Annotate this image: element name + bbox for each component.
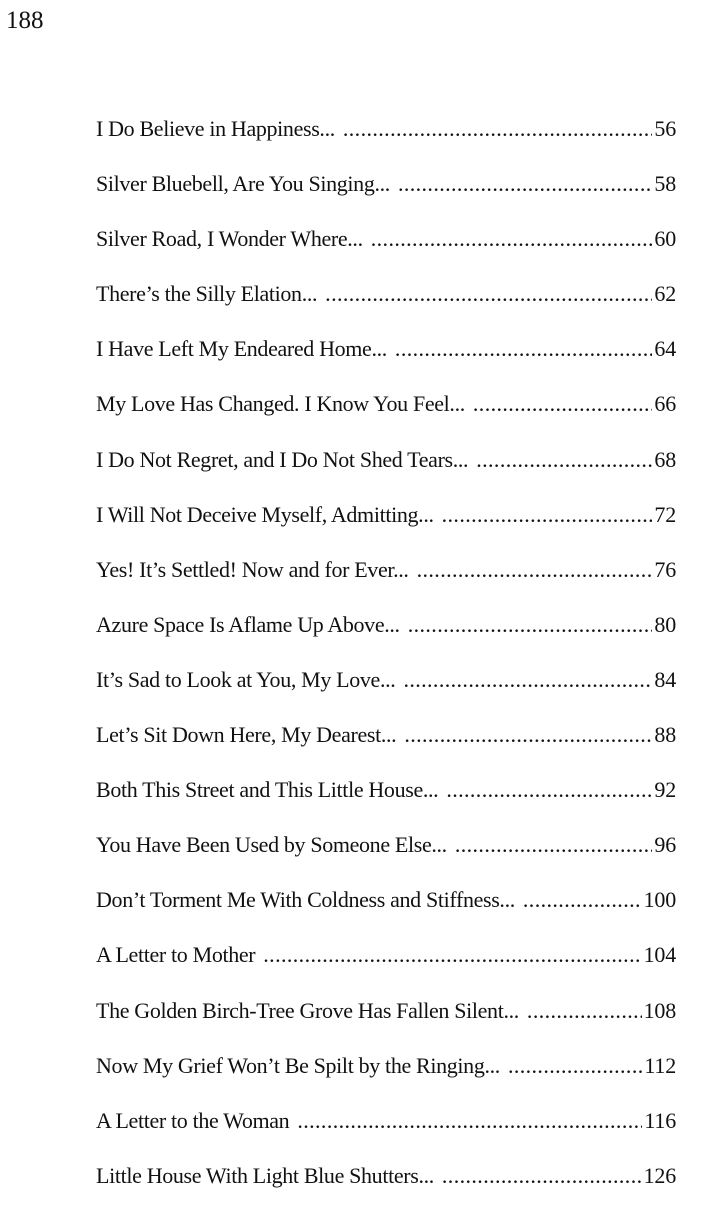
toc-entry bbox=[96, 768, 676, 823]
toc-entry bbox=[96, 823, 676, 878]
toc-leader-dots bbox=[508, 1044, 642, 1088]
toc-entry bbox=[96, 327, 676, 382]
toc-entry bbox=[96, 603, 676, 658]
toc-entry-title: Silver Bluebell, Are You Singing... bbox=[96, 171, 390, 197]
toc-leader-dots bbox=[398, 162, 652, 206]
toc-leader-dots bbox=[371, 217, 653, 261]
toc-entry bbox=[96, 162, 676, 217]
toc-entry-title: A Letter to Mother bbox=[96, 942, 256, 968]
toc-entry-page: 72 bbox=[654, 501, 676, 527]
toc-entry-title: I Do Believe in Happiness... bbox=[96, 116, 335, 141]
toc-entry-page: 126 bbox=[643, 1162, 676, 1188]
toc-leader-dots bbox=[442, 1154, 642, 1198]
toc-entry-title: I Have Left My Endeared Home... bbox=[96, 336, 387, 362]
toc-entry-page: 100 bbox=[643, 887, 676, 913]
toc-leader-dots bbox=[403, 658, 652, 702]
toc-leader-dots bbox=[325, 272, 652, 316]
toc-entry bbox=[96, 933, 676, 988]
toc-entry bbox=[96, 107, 676, 162]
toc-entry bbox=[96, 382, 676, 437]
toc-entry bbox=[96, 217, 676, 272]
toc-entry-title: Silver Road, I Wonder Where... bbox=[96, 226, 363, 252]
toc-entry-page: 92 bbox=[654, 777, 676, 803]
toc-entry-title: There’s the Silly Elation... bbox=[96, 281, 318, 307]
toc-entry-page: 112 bbox=[644, 1052, 676, 1078]
toc-entry bbox=[96, 1099, 676, 1154]
toc-entry-title: Don’t Torment Me With Coldness and Stiffness... bbox=[96, 887, 515, 913]
toc-entry bbox=[96, 658, 676, 713]
toc-entry-page: 104 bbox=[643, 942, 676, 968]
toc-entry-page: 76 bbox=[654, 556, 676, 582]
toc-entry-title: Let’s Sit Down Here, My Dearest... bbox=[96, 722, 397, 748]
toc-entry-page: 58 bbox=[654, 171, 676, 197]
toc-leader-dots bbox=[297, 1099, 642, 1143]
toc-entry-page: 116 bbox=[644, 1107, 676, 1133]
toc-entry-page: 68 bbox=[654, 446, 676, 472]
toc-leader-dots bbox=[527, 989, 642, 1033]
toc-entry-page: 108 bbox=[643, 997, 676, 1023]
toc-entry-page: 84 bbox=[654, 666, 676, 692]
toc-entry-title: Yes! It’s Settled! Now and for Ever... bbox=[96, 556, 409, 582]
toc-entry-title: You Have Been Used by Someone Else... bbox=[96, 832, 447, 858]
toc-entry bbox=[96, 438, 676, 493]
toc-entry-page: 88 bbox=[654, 722, 676, 748]
table-of-contents bbox=[96, 107, 676, 1209]
toc-leader-dots bbox=[476, 438, 652, 482]
toc-leader-dots bbox=[417, 548, 653, 592]
page-number: 188 bbox=[6, 7, 44, 34]
toc-entry bbox=[96, 1154, 676, 1209]
toc-entry-page: 66 bbox=[654, 391, 676, 417]
toc-entry-title: It’s Sad to Look at You, My Love... bbox=[96, 666, 396, 692]
toc-entry-title: Little House With Light Blue Shutters... bbox=[96, 1162, 434, 1188]
toc-leader-dots bbox=[263, 933, 641, 977]
toc-entry-title: I Will Not Deceive Myself, Admitting... bbox=[96, 501, 434, 527]
toc-entry bbox=[96, 493, 676, 548]
toc-entry bbox=[96, 713, 676, 768]
toc-entry-title: I Do Not Regret, and I Do Not Shed Tears... bbox=[96, 446, 469, 472]
toc-entry bbox=[96, 272, 676, 327]
toc-entry bbox=[96, 548, 676, 603]
toc-entry-page: 64 bbox=[654, 336, 676, 362]
toc-leader-dots bbox=[446, 768, 652, 812]
toc-leader-dots bbox=[473, 382, 653, 426]
toc-entry-title: A Letter to the Woman bbox=[96, 1107, 290, 1133]
toc-entry-title: Now My Grief Won’t Be Spilt by the Ringing... bbox=[96, 1052, 500, 1078]
toc-entry-page: 62 bbox=[654, 281, 676, 307]
toc-leader-dots bbox=[442, 493, 653, 537]
toc-entry-page: 96 bbox=[654, 832, 676, 858]
toc-leader-dots bbox=[395, 327, 652, 371]
toc-entry-title: Azure Space Is Aflame Up Above... bbox=[96, 611, 400, 637]
toc-leader-dots bbox=[404, 713, 652, 757]
toc-leader-dots bbox=[343, 107, 653, 151]
toc-entry-title: Both This Street and This Little House... bbox=[96, 777, 439, 803]
toc-leader-dots bbox=[455, 823, 653, 867]
toc-entry-page: 56 bbox=[654, 116, 676, 141]
toc-entry-title: The Golden Birch-Tree Grove Has Fallen Silent... bbox=[96, 997, 519, 1023]
toc-leader-dots bbox=[523, 878, 642, 922]
toc-entry-page: 60 bbox=[654, 226, 676, 252]
toc-entry-page: 80 bbox=[654, 611, 676, 637]
toc-entry bbox=[96, 1044, 676, 1099]
toc-entry bbox=[96, 878, 676, 933]
toc-entry bbox=[96, 989, 676, 1044]
toc-leader-dots bbox=[408, 603, 653, 647]
toc-entry-title: My Love Has Changed. I Know You Feel... bbox=[96, 391, 465, 417]
